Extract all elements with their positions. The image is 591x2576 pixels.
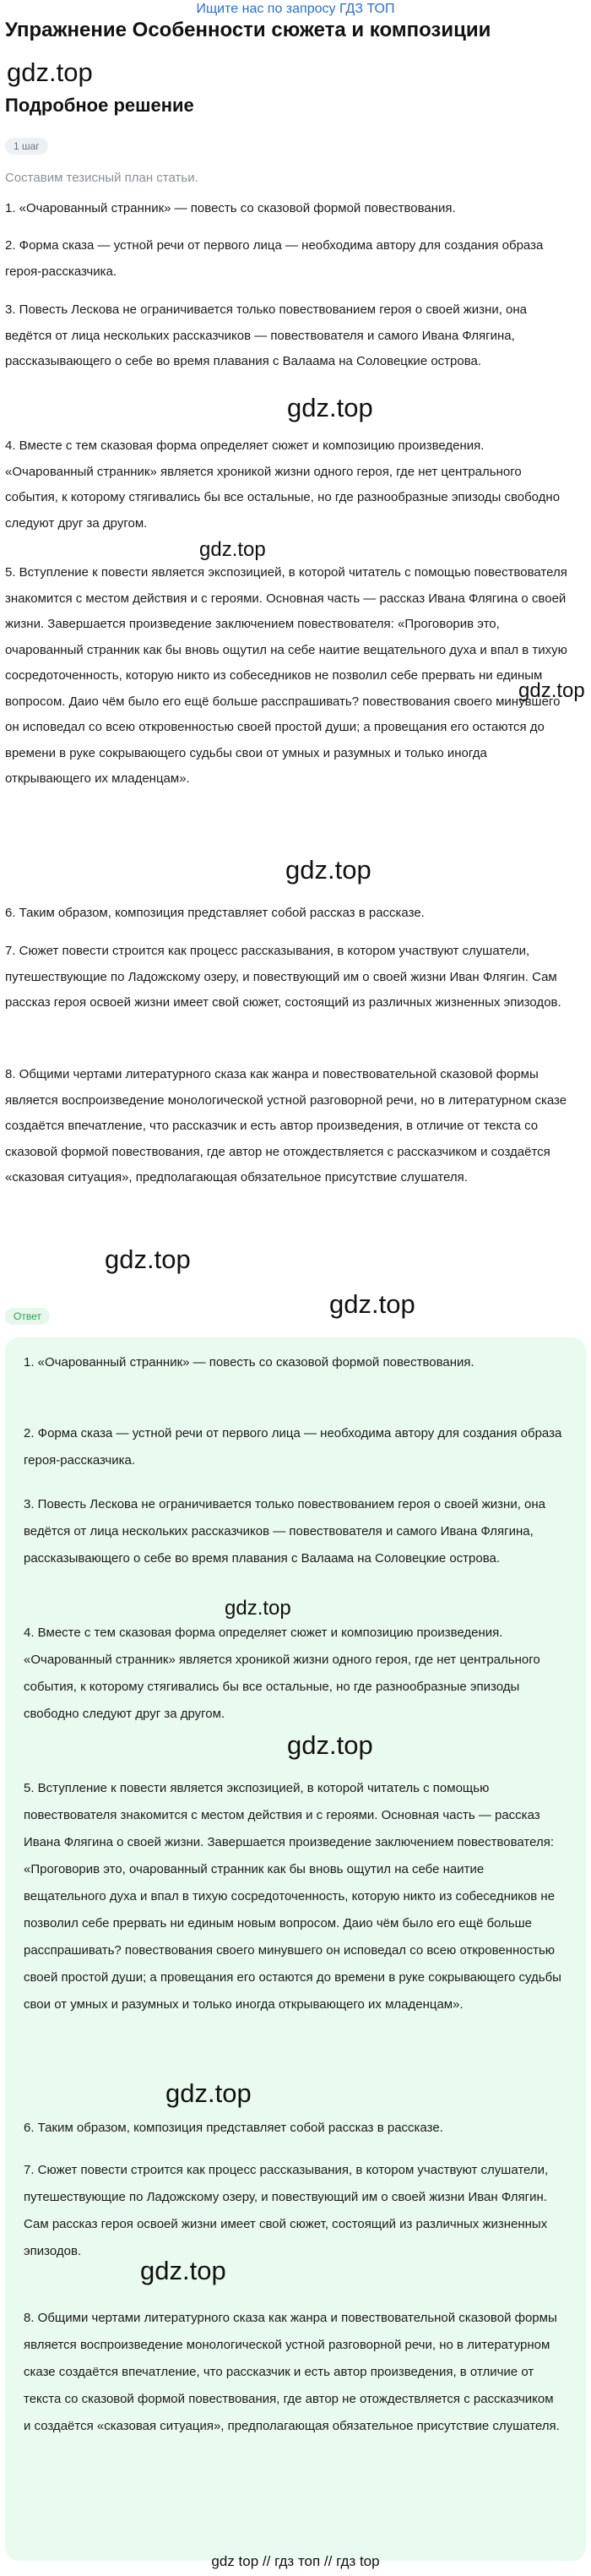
watermark: gdz.top — [329, 1289, 415, 1319]
solution-item-4: 4. Вместе с тем сказовая форма определяет сюжет и композицию произведения. «Очарованный странник» является хроникой жизни одного героя, где нет центрального события, к которому стягивались бы все остальные, но где разнообразные эпизоды свободно следуют друг за другом. — [5, 438, 561, 531]
watermark: gdz.top — [7, 57, 93, 87]
solution-item-5: 5. Вступление к повести является экспозицией, в которой читатель с помощью повествователя знакомится с местом действия и с героями. Основная часть — рассказ Ивана Флягина о своей жизни. Завершается произведение заключением повествователя: «Проговорив это, очарованный странник как бы вновь ощутил на себе наитие вещательного духа и впал в тихую сосредоточенность, которую никто из собеседников не позволил себе прервать ни единым вопросом. Даио чём было его ещё больше расспрашивать? повествования своего минувшего он исповедал со всею откровенностью своей простой души; а провещания его остаются до времени в руке сокрывающего судьбы свои от умных и разумных и только иногда открывающего их младенцам». — [5, 565, 567, 786]
solution-item-2: 2. Форма сказа — устной речи от первого лица — необходима автору для создания образа героя-рассказчика. — [5, 238, 544, 279]
watermark: gdz.top — [105, 1244, 191, 1274]
solution-item-8: 8. Общими чертами литературного сказа как жанра и повествовательной сказовой формы является воспроизведение монологической устной разговорной речи, но в литературном сказе создаётся впечатление, что рассказчик и есть автор произведения, в отличие от текста со сказовой формой повествования, где автор не отождествляется с рассказчиком и создаётся «сказовая ситуация», предполагающая обязательное присутствие слушателя. — [5, 1067, 567, 1185]
answer-item-7: 7. Сюжет повести строится как процесс рассказывания, в котором участвуют слушатели, путешествующие по Ладожскому озеру, и повествующий им о своей жизни Иван Флягин. Сам рассказ героя освоей жизни имеет свой сюжет, состоящий из различных жизненных эпизодов. — [24, 2163, 549, 2258]
answer-item-6: 6. Таким образом, композиция представляет собой рассказ в рассказе. — [24, 2121, 443, 2135]
page-title: Упражнение Особенности сюжета и композиции — [5, 19, 491, 41]
solution-item-7: 7. Сюжет повести строится как процесс рассказывания, в котором участвуют слушатели, путешествующие по Ладожскому озеру, и повествующий им о своей жизни Иван Флягин. Сам рассказ героя освоей жизни имеет свой сюжет, состоящий из различных жизненных эпизодов. — [5, 944, 561, 1010]
watermark: gdz.top — [285, 855, 371, 885]
answer-badge: Ответ — [5, 1308, 50, 1325]
answer-item-4: 4. Вместе с тем сказовая форма определяет сюжет и композицию произведения. «Очарованный странник» является хроникой жизни одного героя, где нет центрального события, к которому стягивались бы все остальные, но где разнообразные эпизоды свободно следуют друг за другом. — [24, 1626, 540, 1721]
section-subtitle: Подробное решение — [5, 95, 194, 116]
watermark: gdz.top — [287, 1730, 373, 1760]
watermark: gdz.top — [225, 1597, 291, 1620]
step-badge: 1 шаг — [5, 138, 48, 155]
watermark: gdz.top — [518, 679, 585, 702]
step-intro: Составим тезисный план статьи. — [5, 171, 198, 185]
solution-item-3: 3. Повесть Лескова не ограничивается только повествованием героя о своей жизни, она ведётся от лица нескольких рассказчиков — повествователя и самого Ивана Флягина, рассказывающего о себе во время плавания с Валаама на Соловецкие острова. — [5, 302, 528, 368]
solution-item-6: 6. Таким образом, композиция представляет собой рассказ в рассказе. — [5, 906, 425, 920]
watermark: gdz.top — [199, 538, 266, 561]
watermark: gdz.top — [165, 2078, 252, 2108]
top-search-link[interactable]: Ищите нас по запросу ГДЗ ТОП — [196, 2, 395, 16]
answer-item-1: 1. «Очарованный странник» — повесть со сказовой формой повествования. — [24, 1355, 474, 1370]
answer-item-5: 5. Вступление к повести является экспозицией, в которой читатель с помощью повествователя знакомится с местом действия и с героями. Основная часть — рассказ Ивана Флягина о своей жизни. Завершается произведение заключением повествователя: «Проговорив это, очарованный странник как бы вновь ощутил на себе наитие вещательного духа и впал в тихую сосредоточенность, которую никто из собеседников не позволил себе прервать ни единым новым вопросом. Даио чём было его ещё больше расспрашивать? повествования своего минувшего он исповедал со всею откровенностью своей простой души; а провещания его остаются до времени в руке сокрывающего судьбы свои от умных и разумных и только иногда открывающего их младенцам». — [24, 1781, 561, 2012]
answer-item-2: 2. Форма сказа — устной речи от первого лица — необходима автору для создания образа героя-рассказчика. — [24, 1426, 562, 1468]
answer-item-3: 3. Повесть Лескова не ограничивается только повествованием героя о своей жизни, она ведётся от лица нескольких рассказчиков — повествователя и самого Ивана Флягина, рассказывающего о себе во время плавания с Валаама на Соловецкие острова. — [24, 1497, 546, 1566]
solution-item-1: 1. «Очарованный странник» — повесть со сказовой формой повествования. — [5, 201, 456, 215]
watermark: gdz.top — [140, 2256, 226, 2285]
footer-watermark: gdz top // гдз топ // гдз top — [211, 2553, 380, 2569]
answer-item-8: 8. Общими чертами литературного сказа как жанра и повествовательной сказовой формы является воспроизведение монологической устной разговорной речи, но в литературном сказе создаётся впечатление, что рассказчик и есть автор произведения, в отличие от текста со сказовой формой повествования, где автор не отождествляется с рассказчиком и создаётся «сказовая ситуация», предполагающая обязательное присутствие слушателя. — [24, 2311, 560, 2433]
watermark: gdz.top — [287, 393, 373, 422]
